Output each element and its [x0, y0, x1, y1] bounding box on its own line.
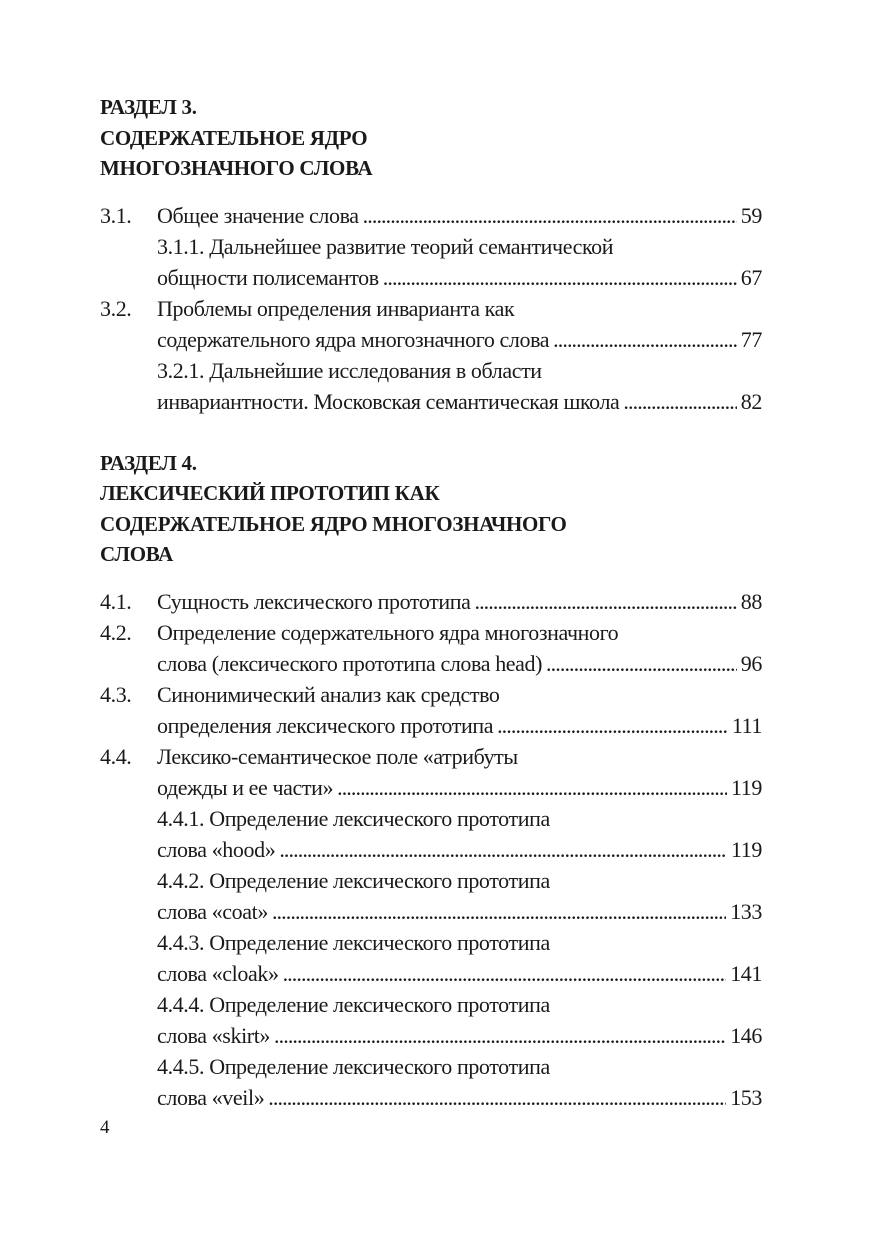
- toc-entry-line: [100, 386, 762, 417]
- toc-entry-line: [100, 200, 762, 231]
- toc-entry: [100, 231, 762, 293]
- toc-entry: [100, 865, 762, 927]
- entry-title: Лексико-семантическое поле «атрибуты: [157, 743, 518, 769]
- section-heading: [100, 448, 762, 570]
- dot-leader: [363, 200, 737, 231]
- toc-entry-line: [100, 958, 762, 989]
- toc-entry: [100, 803, 762, 865]
- entry-page: 96: [740, 650, 762, 676]
- toc-entry: [100, 355, 762, 417]
- toc-entry-line: [100, 865, 762, 896]
- toc-section: [100, 92, 762, 417]
- entry-title: слова «cloak»: [157, 960, 279, 986]
- page-number: 4: [100, 1117, 110, 1138]
- dot-leader: [268, 1082, 726, 1113]
- entry-title: слова «coat»: [157, 898, 268, 924]
- section-heading-line: СОДЕРЖАТЕЛЬНОЕ ЯДРО: [100, 125, 368, 150]
- entry-title: Сущность лексического прототипа: [157, 588, 471, 614]
- entry-page: 119: [731, 774, 762, 800]
- dot-leader: [623, 386, 736, 417]
- dot-leader: [474, 586, 736, 617]
- dot-leader: [553, 324, 737, 355]
- toc-entries: [100, 586, 762, 1113]
- toc-entry-line: [100, 324, 762, 355]
- entry-title: Определение содержательного ядра многозначного: [157, 619, 619, 645]
- table-of-contents: [100, 92, 762, 1113]
- dot-leader: [283, 958, 727, 989]
- toc-entry-line: [100, 741, 762, 772]
- dot-leader: [279, 834, 727, 865]
- entry-page: 88: [740, 588, 762, 614]
- entry-title: определения лексического прототипа: [157, 712, 494, 738]
- entry-number: 4.1.: [100, 588, 132, 614]
- section-heading: [100, 92, 762, 184]
- toc-entry: [100, 293, 762, 355]
- entry-page: 119: [731, 836, 762, 862]
- toc-entry-line: [100, 262, 762, 293]
- toc-entry-line: [100, 679, 762, 710]
- toc-section: [100, 448, 762, 1113]
- entry-title: инвариантности. Московская семантическая школа: [157, 388, 620, 414]
- toc-entry-line: [100, 834, 762, 865]
- toc-entry-line: [100, 617, 762, 648]
- toc-entry: [100, 927, 762, 989]
- toc-entry: [100, 679, 762, 741]
- entry-title: 3.2.1. Дальнейшие исследования в области: [157, 357, 542, 383]
- section-heading-line: СОДЕРЖАТЕЛЬНОЕ ЯДРО МНОГОЗНАЧНОГО: [100, 511, 567, 536]
- toc-entry-line: [100, 1020, 762, 1051]
- toc-entry: [100, 989, 762, 1051]
- entry-title: 4.4.1. Определение лексического прототипа: [157, 805, 550, 831]
- toc-entry-line: [100, 293, 762, 324]
- entry-page: 133: [730, 898, 762, 924]
- entry-title: слова «skirt»: [157, 1022, 271, 1048]
- entry-title: 4.4.3. Определение лексического прототипа: [157, 929, 550, 955]
- section-heading-line: МНОГОЗНАЧНОГО СЛОВА: [100, 156, 373, 180]
- entry-title: Общее значение слова: [157, 202, 359, 228]
- entry-title: общности полисемантов: [157, 264, 379, 290]
- toc-entry: [100, 741, 762, 803]
- section-heading-line: ЛЕКСИЧЕСКИЙ ПРОТОТИП КАК: [100, 481, 440, 505]
- entry-page: 77: [740, 326, 762, 352]
- entry-page: 82: [740, 388, 762, 414]
- entry-number: 3.2.: [100, 295, 132, 321]
- entry-number: 4.3.: [100, 681, 132, 707]
- toc-entry-line: [100, 803, 762, 834]
- toc-entry-line: [100, 772, 762, 803]
- toc-entry-line: [100, 1051, 762, 1082]
- dot-leader: [274, 1020, 726, 1051]
- entry-page: 59: [740, 202, 762, 228]
- dot-leader: [546, 648, 737, 679]
- toc-entry-line: [100, 989, 762, 1020]
- entry-number: 4.2.: [100, 619, 132, 645]
- toc-entry-line: [100, 231, 762, 262]
- entry-title: одежды и ее части»: [157, 774, 334, 800]
- toc-entry-line: [100, 1082, 762, 1113]
- entry-title: Синонимический анализ как средство: [157, 681, 500, 707]
- section-heading-line: РАЗДЕЛ 3.: [100, 95, 197, 119]
- entry-page: 146: [730, 1022, 762, 1048]
- entry-page: 67: [740, 264, 762, 290]
- dot-leader: [337, 772, 727, 803]
- entry-page: 141: [730, 960, 762, 986]
- toc-entries: [100, 200, 762, 417]
- entry-title: 4.4.4. Определение лексического прототипа: [157, 991, 550, 1017]
- toc-entry-line: [100, 355, 762, 386]
- dot-leader: [497, 710, 728, 741]
- entry-number: 4.4.: [100, 743, 132, 769]
- toc-entry: [100, 586, 762, 617]
- dot-leader: [383, 262, 737, 293]
- entry-number: 3.1.: [100, 202, 132, 228]
- toc-entry-line: [100, 586, 762, 617]
- entry-title: содержательного ядра многозначного слова: [157, 326, 550, 352]
- toc-entry-line: [100, 648, 762, 679]
- toc-entry: [100, 617, 762, 679]
- entry-title: 4.4.5. Определение лексического прототипа: [157, 1053, 550, 1079]
- entry-title: 4.4.2. Определение лексического прототипа: [157, 867, 550, 893]
- entry-title: слова «veil»: [157, 1084, 265, 1110]
- entry-title: Проблемы определения инварианта как: [157, 295, 515, 321]
- entry-page: 153: [730, 1084, 762, 1110]
- section-heading-line: РАЗДЕЛ 4.: [100, 450, 197, 475]
- toc-entry-line: [100, 896, 762, 927]
- section-heading-line: СЛОВА: [100, 542, 173, 566]
- toc-entry-line: [100, 710, 762, 741]
- toc-entry-line: [100, 927, 762, 958]
- entry-title: слова «hood»: [157, 836, 276, 862]
- entry-title: слова (лексического прототипа слова head): [157, 650, 543, 676]
- entry-title: 3.1.1. Дальнейшее развитие теорий семантической: [157, 233, 614, 259]
- toc-entry: [100, 1051, 762, 1113]
- dot-leader: [272, 896, 726, 927]
- entry-page: 111: [731, 712, 762, 738]
- toc-entry: [100, 200, 762, 231]
